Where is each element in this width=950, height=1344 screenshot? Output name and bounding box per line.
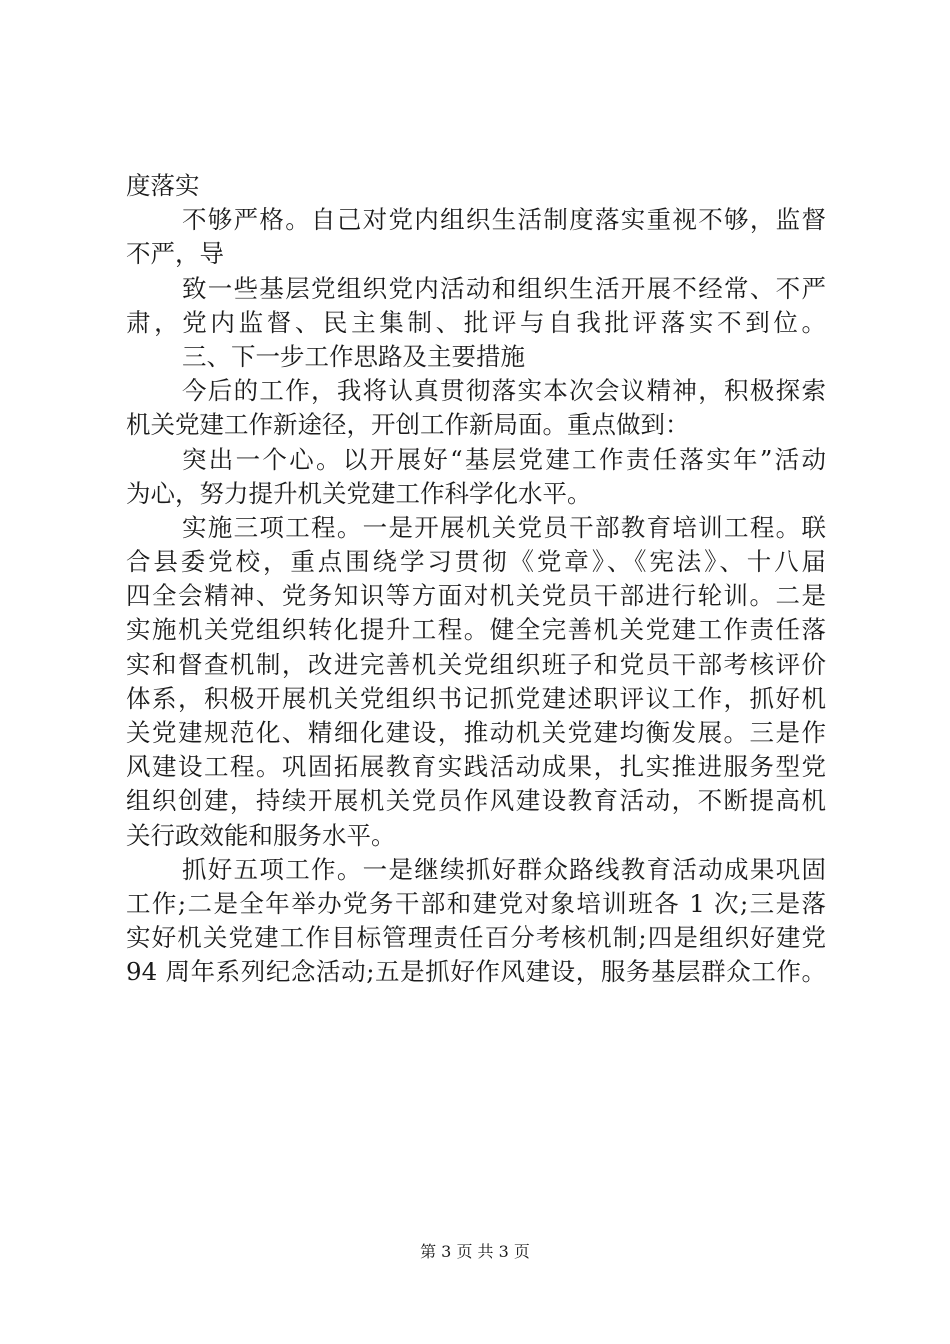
text-line: 四全会精神、党务知识等方面对机关党员干部进行轮训。二是 (126, 581, 826, 611)
text-line: 今后的工作，我将认真贯彻落实本次会议精神，积极探索 (182, 376, 826, 406)
text-line: 94 周年系列纪念活动;五是抓好作风建设，服务基层群众工作。 (126, 957, 826, 987)
text-line: 致一些基层党组织党内活动和组织生活开展不经常、不严 (182, 273, 826, 303)
text-line: 工作;二是全年举办党务干部和建党对象培训班各 1 次;三是落 (126, 888, 826, 918)
text-line: 风建设工程。巩固拓展教育实践活动成果，扎实推进服务型党 (126, 752, 826, 782)
text-line: 不够严格。自己对党内组织生活制度落实重视不够，监督 (182, 205, 826, 235)
text-line: 度落实 (126, 171, 200, 200)
text-line: 合县委党校，重点围绕学习贯彻《党章》、《宪法》、十八届 (126, 547, 826, 577)
text-line: 关行政效能和服务水平。 (126, 820, 396, 850)
text-line: 实施三项工程。一是开展机关党员干部教育培训工程。联 (182, 512, 826, 542)
text-line: 为心，努力提升机关党建工作科学化水平。 (126, 478, 592, 508)
page-number-footer: 第 3 页 共 3 页 (420, 1242, 530, 1261)
text-line: 实施机关党组织转化提升工程。健全完善机关党建工作责任落 (126, 615, 826, 645)
text-line: 组织创建，持续开展机关党员作风建设教育活动，不断提高机 (126, 786, 826, 816)
text-line: 突出一个心。以开展好“基层党建工作责任落实年”活动 (182, 444, 826, 474)
text-line: 关党建规范化、精细化建设，推动机关党建均衡发展。三是作 (126, 718, 826, 747)
text-line: 机关党建工作新途径，开创工作新局面。重点做到： (126, 410, 690, 440)
text-line: 抓好五项工作。一是继续抓好群众路线教育活动成果巩固 (182, 854, 826, 884)
text-line: 肃，党内监督、民主集制、批评与自我批评落实不到位。 (126, 307, 826, 337)
text-line: 体系，积极开展机关党组织书记抓党建述职评议工作，抓好机 (126, 683, 826, 713)
text-line: 不严，导 (126, 239, 224, 269)
section-heading: 三、下一步工作思路及主要措施 (182, 341, 525, 371)
text-line: 实好机关党建工作目标管理责任百分考核机制;四是组织好建党 (126, 923, 826, 953)
document-body (126, 169, 826, 990)
text-line: 实和督查机制，改进完善机关党组织班子和党员干部考核评价 (126, 649, 826, 679)
